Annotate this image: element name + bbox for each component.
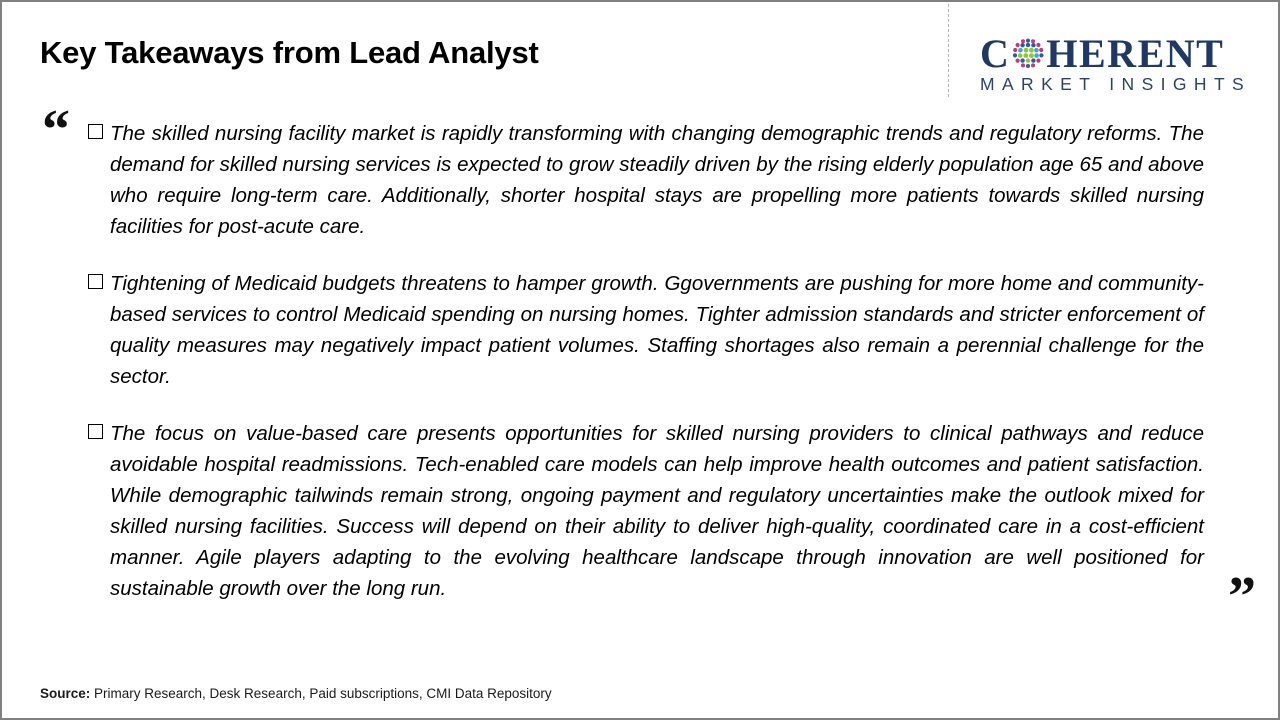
takeaway-text: The skilled nursing facility market is rapidly transforming with changing demographic trends and regulatory reforms. The demand for skilled nursing services is expected to grow steadily driven by the rising elderly population age 65 and above who require long-term care. Additionally, shorter hospital stays are propelling more patients towards skilled nursing facilities for post-acute care. [110,122,1204,238]
source-value: Primary Research, Desk Research, Paid subscriptions, CMI Data Repository [90,686,552,701]
slide-header [2,2,1280,100]
hollow-square-bullet-icon [88,268,110,299]
takeaway-text: Tightening of Medicaid budgets threatens to hamper growth. Ggovernments are pushing for more home and community-based services to control Medicaid spending on nursing homes. Tighter admission standards and stricter enforcement of quality measures may negatively impact patient volumes. Staffing shortages also remain a perennial challenge for the sector. [110,272,1204,388]
hollow-square-bullet-icon [88,118,110,149]
logo-letter-c: C [980,30,1011,76]
dotted-globe-icon [1011,36,1045,70]
brand-logo [980,28,1270,98]
logo-tagline: MARKET INSIGHTS [980,74,1252,94]
source-label: Source: [40,686,91,701]
slide-body [2,99,1280,672]
takeaway-item [88,418,1204,604]
hollow-square-bullet-icon [88,418,110,449]
takeaways-list [88,118,1204,604]
dashed-vertical-divider-icon [948,4,949,97]
source-note [40,686,552,701]
opening-quote-icon: “ [42,99,69,161]
page-title: Key Takeaways from Lead Analyst [40,35,539,70]
takeaway-item [88,268,1204,392]
logo-letters-herent: HERENT [1046,30,1225,76]
closing-quote-icon: ” [1228,566,1255,628]
takeaway-item [88,118,1204,242]
logo-wordmark [980,28,1270,76]
takeaway-text: The focus on value-based care presents opportunities for skilled nursing providers to clinical pathways and reduce avoidable hospital readmissions. Tech-enabled care models can help improve health outcomes and patient satisfaction. While demographic tailwinds remain strong, ongoing payment and regulatory uncertainties make the outlook mixed for skilled nursing facilities. Success will depend on their ability to deliver high-quality, coordinated care in a cost-efficient manner. Agile players adapting to the evolving healthcare landscape through innovation are well positioned for sustainable growth over the long run. [110,422,1204,600]
